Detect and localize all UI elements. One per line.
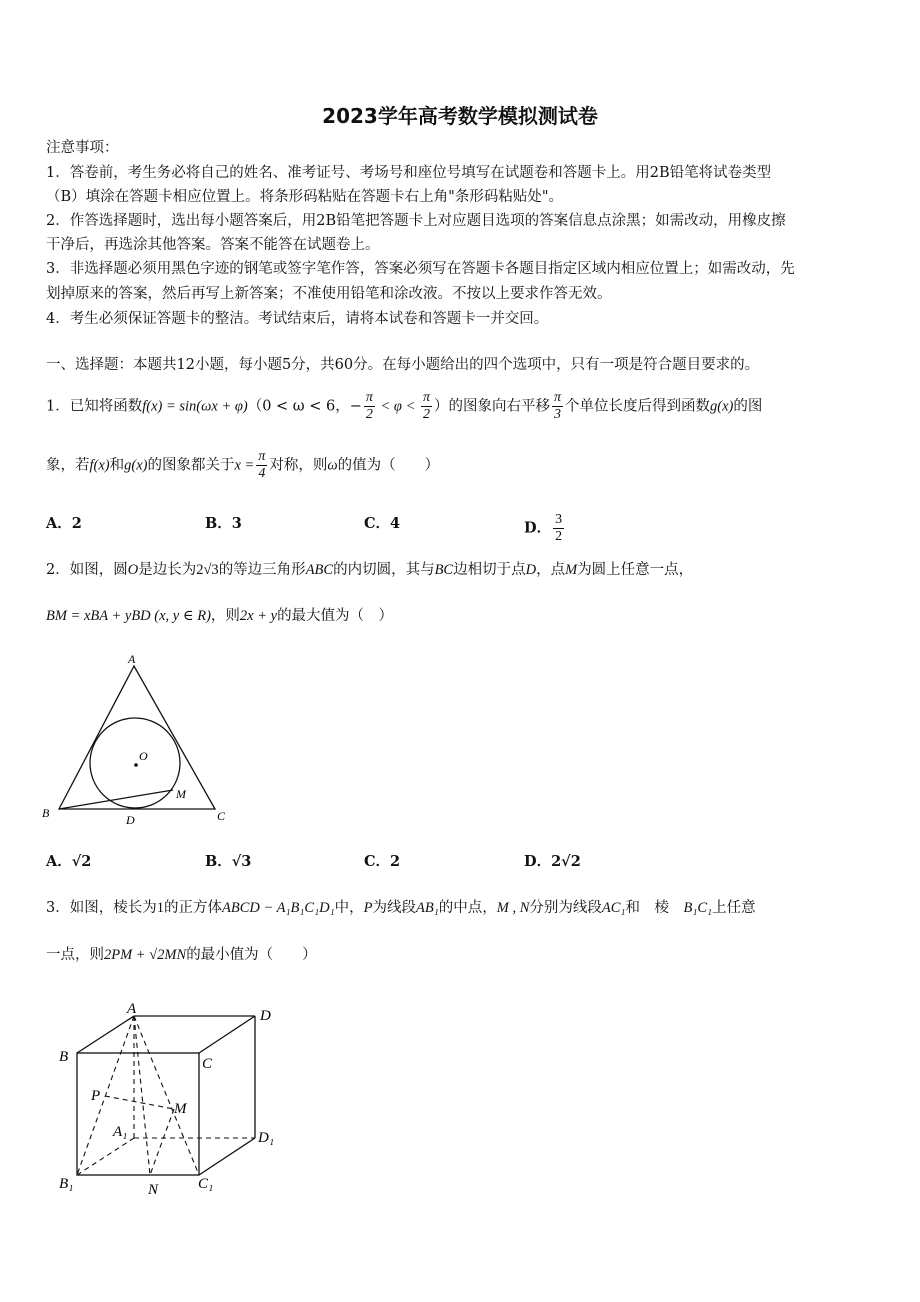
- segment-bm: [59, 790, 173, 809]
- note-line: 划掉原来的答案，然后再写上新答案；不准使用铅笔和涂改液。不按以上要求作答无效。: [46, 286, 612, 302]
- label-o: O: [139, 749, 148, 763]
- q1-option-a[interactable]: A．2: [46, 515, 82, 532]
- q1-option-d[interactable]: D． $\frac{3}{2}$: [524, 512, 563, 544]
- fraction: $\frac{\pi}{2}$: [365, 390, 373, 422]
- cube-figure: [50, 996, 290, 1206]
- q1-g: g(x): [710, 398, 734, 415]
- q1-function: f(x) = sin(ωx + φ): [142, 398, 248, 415]
- q1-text: < φ <: [376, 398, 419, 415]
- label-b: B: [59, 1049, 69, 1065]
- section-header: 一、选择题：本题共12小题，每小题5分，共60分。在每小题给出的四个选项中，只有一项是符合题目要求的。: [46, 357, 760, 373]
- q2-option-c[interactable]: C．2: [364, 853, 401, 870]
- label-c1: C₁: [198, 1176, 214, 1192]
- label-a1: A₁: [113, 1124, 128, 1140]
- label-b: B: [42, 806, 50, 820]
- q2-vector-eq: BM = xBA + yBD (x, y ∈ R): [46, 608, 211, 624]
- q2-option-d[interactable]: D．2√2: [524, 853, 581, 870]
- label-d: D: [260, 1008, 271, 1024]
- q1-text: 1．已知将函数: [46, 398, 143, 415]
- q1-text: 象，若: [46, 457, 90, 474]
- label-d: D: [126, 813, 135, 827]
- label-m: M: [176, 787, 186, 801]
- note-line: 2．作答选择题时，选出每小题答案后，用2B铅笔把答题卡上对应题目选项的答案信息点涂黑；如需改动，用橡皮擦: [46, 213, 786, 229]
- label-p: P: [91, 1088, 101, 1104]
- label-m: M: [174, 1101, 187, 1117]
- q1-text: 和: [109, 457, 125, 474]
- label-d1: D₁: [258, 1130, 275, 1146]
- note-line: 干净后，再选涂其他答案。答案不能答在试题卷上。: [46, 237, 380, 253]
- page-title: 2023学年高考数学模拟测试卷: [322, 104, 598, 128]
- q1-option-b[interactable]: B．3: [205, 515, 242, 532]
- label-b1: B₁: [59, 1176, 74, 1192]
- q1-text: ）的图象向右平移: [434, 398, 550, 415]
- note-line: （B）填涂在答题卡相应位置上。将条形码粘贴在答题卡右上角"条形码粘贴处"。: [46, 189, 563, 205]
- q1-option-c[interactable]: C．4: [364, 515, 401, 532]
- note-line: 3．非选择题必须用黑色字迹的钢笔或签字笔作答，答案必须写在答题卡各题目指定区域内相应位置上；如需改动，先: [46, 261, 795, 277]
- label-c: C: [217, 809, 226, 823]
- q1-text: 的图象都关于: [147, 457, 235, 474]
- label-n: N: [148, 1182, 159, 1198]
- q2-line2: BM = xBA + yBD (x, y ∈ R)，则2x + y的最大值为（ ）: [46, 608, 394, 624]
- q1-text: 的值为（ ）: [337, 457, 440, 474]
- q2-option-b[interactable]: B．√3: [205, 853, 252, 870]
- q1-omega: ω: [327, 457, 338, 474]
- label-a: A: [127, 1001, 137, 1017]
- q1-x: x =: [234, 457, 255, 474]
- q1-g: g(x): [124, 457, 148, 474]
- q1-line2: [46, 449, 439, 482]
- q3-line2: 一点，则2PM + √2MN的最小值为（ ）: [46, 947, 317, 963]
- q3-line1: 3．如图，棱长为1的正方体ABCD − A₁B₁C₁D₁中，P为线段AB₁的中点，M , N分别为线段AC₁和 棱 B₁C₁上任意: [46, 900, 756, 916]
- q1-text: 个单位长度后得到函数: [565, 398, 711, 415]
- fraction: $\frac{\pi}{2}$: [422, 390, 430, 422]
- q1-text: （0 < ω < 6，−: [247, 398, 362, 415]
- note-line: 1．答卷前，考生务必将自己的姓名、准考证号、考场号和座位号填写在试题卷和答题卡上。用2B铅笔将试卷类型: [46, 165, 772, 181]
- notes-heading: 注意事项：: [46, 140, 119, 156]
- triangle-incircle-figure: [38, 648, 238, 830]
- label-a: A: [128, 652, 136, 666]
- incircle: [90, 718, 180, 808]
- center-point: [134, 763, 138, 767]
- q1-text: 的图: [733, 398, 763, 415]
- fraction: $\frac{\pi}{3}$: [554, 390, 562, 422]
- label-c: C: [202, 1056, 213, 1072]
- fraction: $\frac{\pi}{4}$: [258, 449, 266, 481]
- q1-text: 对称，则: [269, 457, 328, 474]
- q1-line1: [46, 390, 762, 423]
- equilateral-triangle: [59, 666, 215, 809]
- q1-f: f(x): [89, 457, 110, 474]
- q2-option-a[interactable]: A．√2: [46, 853, 92, 870]
- q2-line1: 2．如图，圆O是边长为2√3的等边三角形ABC的内切圆，其与BC边相切于点D，点M为圆上任意一点，: [46, 562, 694, 578]
- note-line: 4．考生必须保证答题卡的整洁。考试结束后，请将本试卷和答题卡一并交回。: [46, 311, 549, 327]
